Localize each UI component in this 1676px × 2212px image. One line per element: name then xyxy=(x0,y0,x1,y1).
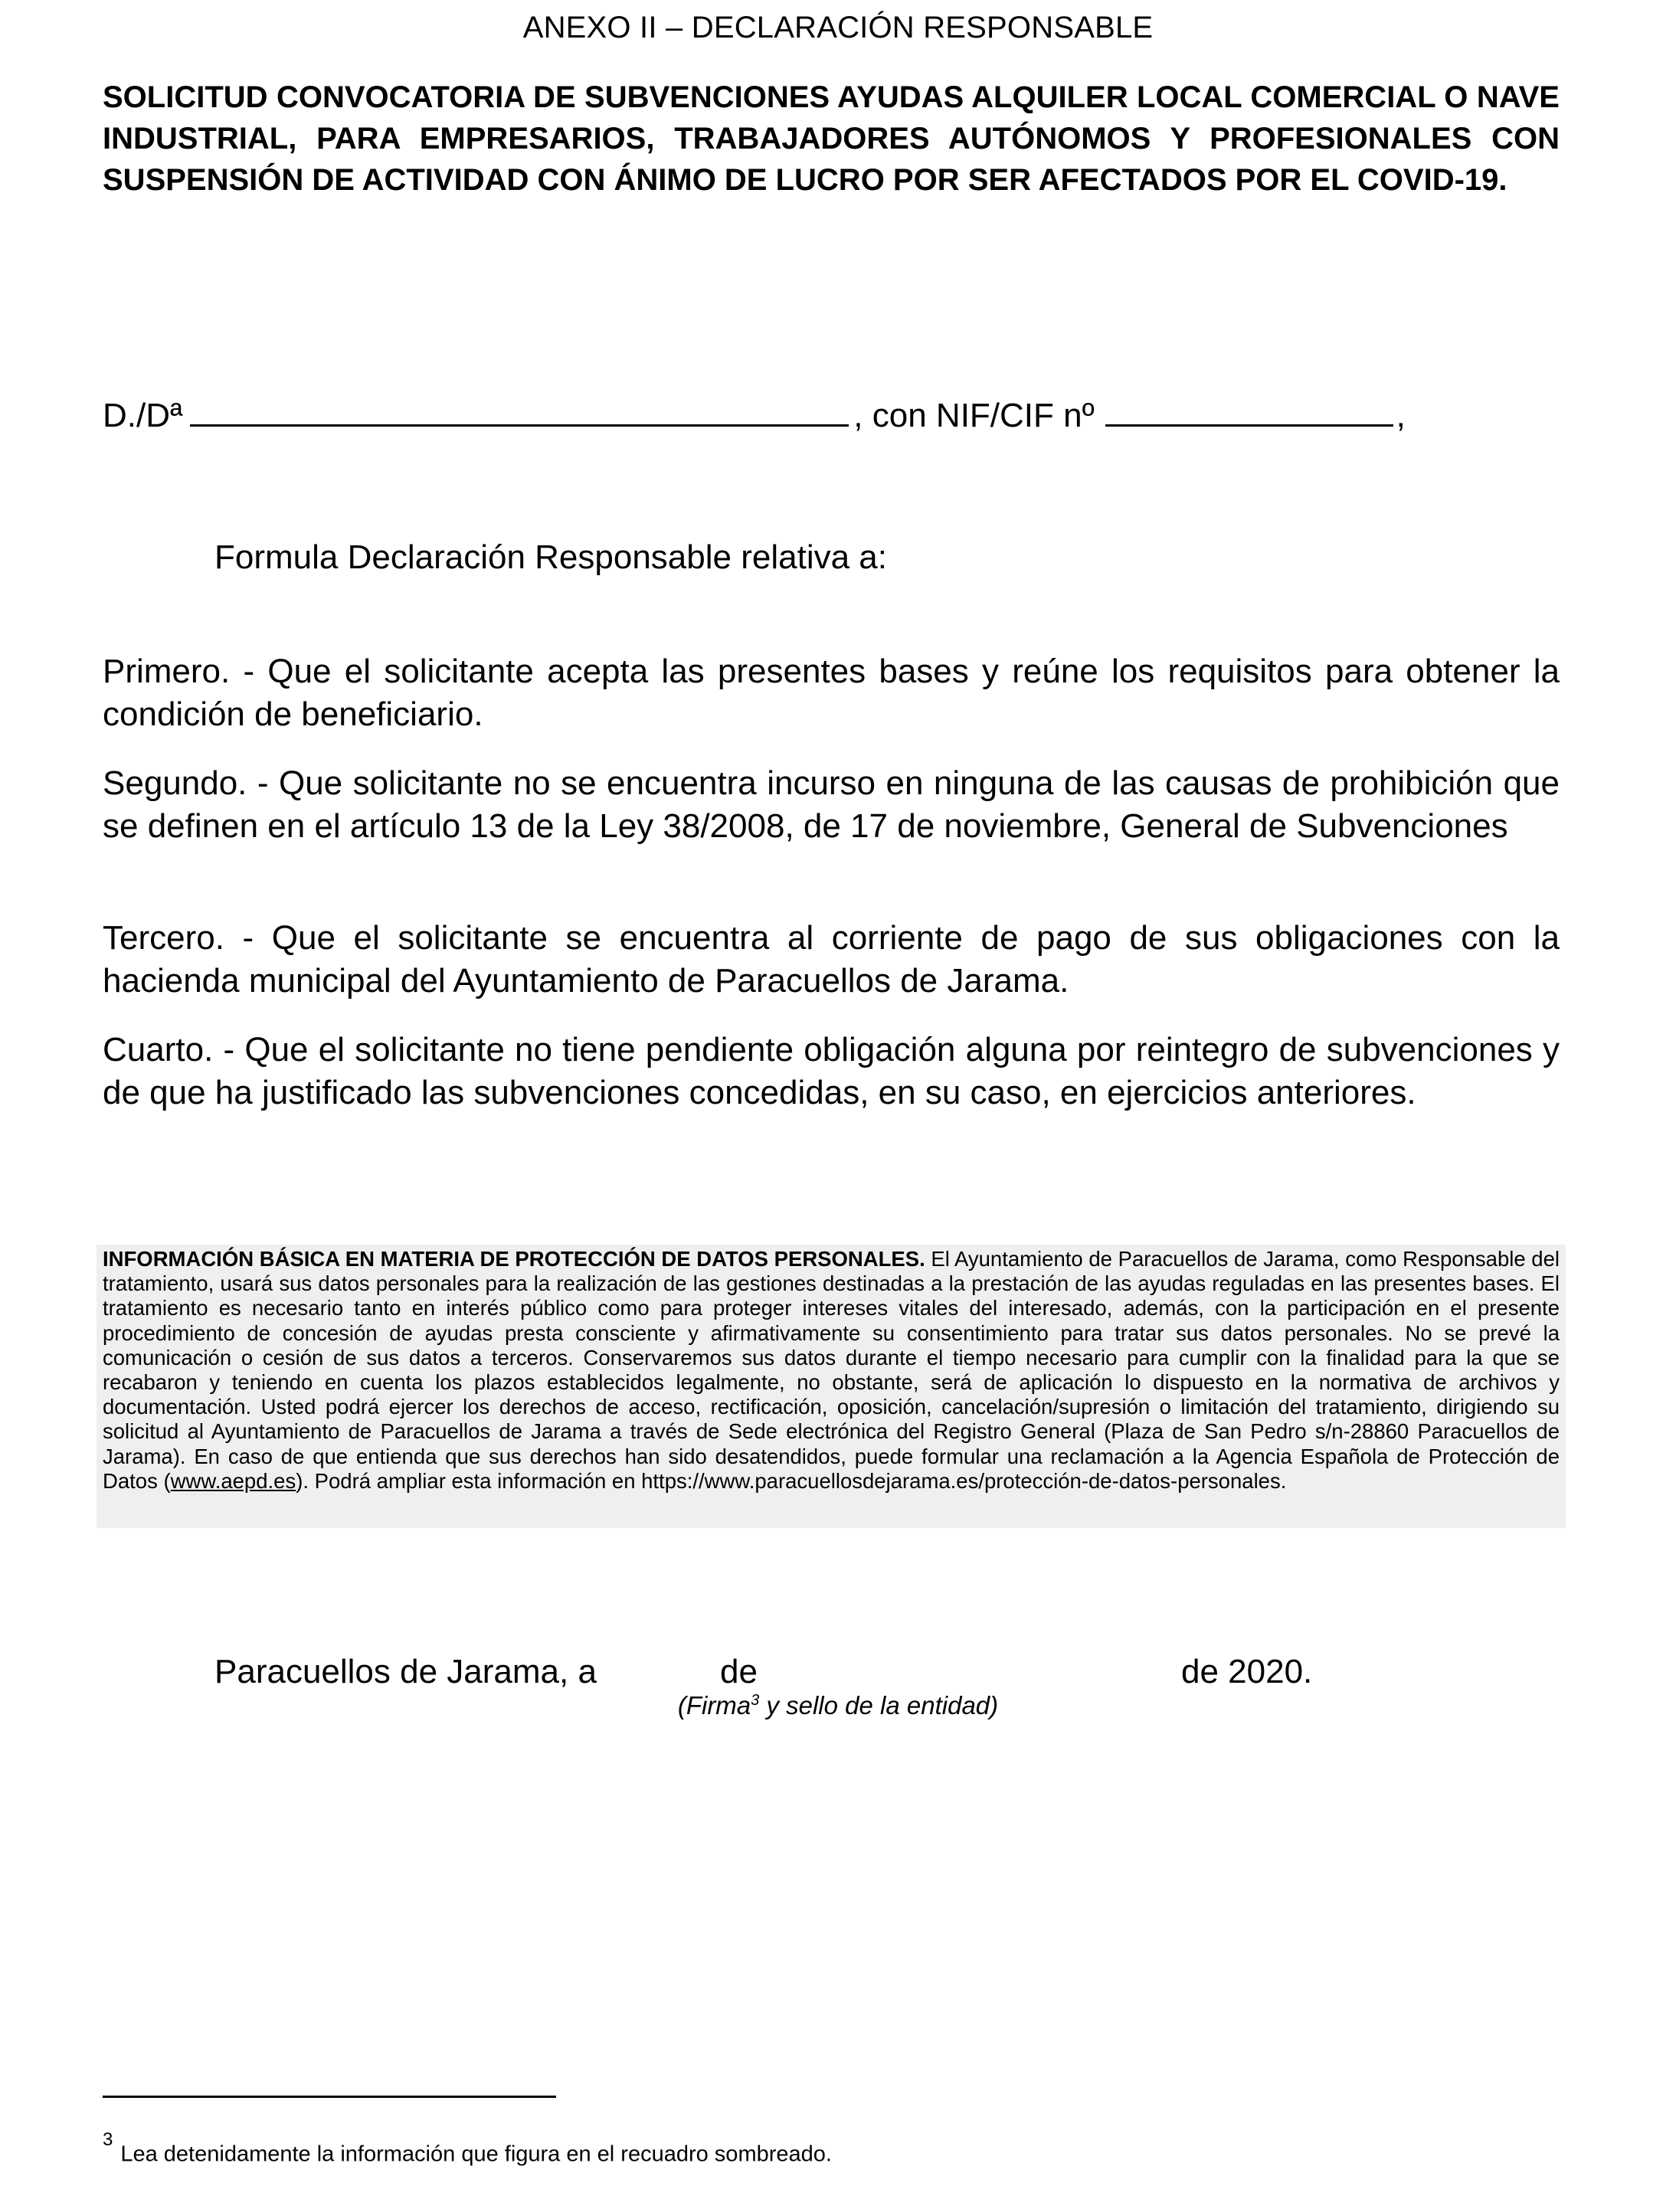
applicant-prefix: D./Dª xyxy=(103,397,183,434)
privacy-body-part1: El Ayuntamiento de Paracuellos de Jarama, como Responsable del tratamiento, usará sus datos personales para la realización de las gestiones destinadas a la prestación de las ayudas reguladas en las presentes bases. El tratamiento es necesario tanto en interés público como para proteger intereses vitales del interesado, además, con la participación en el presente procedimiento de concesión de ayudas presta consciente y afirmativamente su consentimiento para tratar sus datos personales. No se prevé la comunicación o cesión de sus datos a terceros. Conservaremos sus datos durante el tiempo necesario para cumplir con la finalidad para la que se recabaron y teniendo en cuenta los plazos establecidos legalmente, no obstante, será de aplicación lo dispuesto en la normativa de archivos y documentación. Usted podrá ejercer los derechos de acceso, rectificación, oposición, cancelación/supresión o limitación del tratamiento, dirigiendo su solicitud al Ayuntamiento de Paracuellos de Jarama a través de Sede electrónica del Registro General (Plaza de San Pedro s/n-28860 Paracuellos de Jarama). En caso de que entienda que sus derechos han sido desatendidos, puede formular una reclamación a la Agencia Española de Protección de Datos ( xyxy=(103,1247,1560,1493)
footnote-separator xyxy=(103,2096,556,2098)
date-year-label: de 2020. xyxy=(1181,1653,1313,1690)
nif-label: , con NIF/CIF nº xyxy=(853,397,1095,434)
nif-blank[interactable] xyxy=(1105,424,1393,427)
signature-note-open: ( xyxy=(677,1691,686,1720)
signature-note-footnote-ref: 3 xyxy=(751,1692,760,1709)
declaration-primero: Primero. - Que el solicitante acepta las presentes bases y reúne los requisitos para obtener la condición de beneficiario. xyxy=(103,653,1560,733)
formula-heading: Formula Declaración Responsable relativa a: xyxy=(214,538,887,576)
privacy-heading: INFORMACIÓN BÁSICA EN MATERIA DE PROTECCIÓN DE DATOS PERSONALES. xyxy=(103,1247,925,1271)
request-title: SOLICITUD CONVOCATORIA DE SUBVENCIONES AYUDAS ALQUILER LOCAL COMERCIAL O NAVE INDUSTRIAL, PARA EMPRESARIOS, TRABAJADORES AUTÓNOMOS Y PROFESIONALES CON SUSPENSIÓN DE ACTIVIDAD CON ÁNIMO DE LUCRO POR SER AFECTADOS POR EL COVID-19. xyxy=(103,80,1560,197)
privacy-body-part2: ). Podrá ampliar esta información en https://www.paracuellosdejarama.es/protección-de-datos-personales. xyxy=(296,1468,1287,1493)
annex-title: ANEXO II – DECLARACIÓN RESPONSABLE xyxy=(522,11,1154,44)
signature-note xyxy=(0,1691,1676,1720)
declaration-tercero: Tercero. - Que el solicitante se encuentra al corriente de pago de sus obligaciones con la hacienda municipal del Ayuntamiento de Paracuellos de Jarama. xyxy=(103,919,1560,1000)
applicant-name-blank[interactable] xyxy=(190,424,849,427)
footnote xyxy=(103,2129,832,2168)
aepd-link[interactable]: www.aepd.es xyxy=(170,1468,296,1493)
applicant-line xyxy=(103,397,1406,435)
signature-note-close: ) xyxy=(990,1691,999,1720)
signature-note-firma: Firma xyxy=(686,1691,751,1720)
date-de-label: de xyxy=(720,1653,758,1690)
applicant-suffix: , xyxy=(1396,397,1406,434)
footnote-text: Lea detenidamente la información que figura en el recuadro sombreado. xyxy=(120,2142,832,2167)
declaration-segundo: Segundo. - Que solicitante no se encuentra incurso en ninguna de las causas de prohibición que se definen en el artículo 13 de la Ley 38/2008, de 17 de noviembre, General de Subvenciones xyxy=(103,764,1560,845)
footnote-number: 3 xyxy=(103,2129,113,2150)
signature-note-rest: y sello de la entidad xyxy=(759,1691,990,1720)
place-label: Paracuellos de Jarama, a xyxy=(214,1653,597,1690)
declaration-cuarto: Cuarto. - Que el solicitante no tiene pendiente obligación alguna por reintegro de subvenciones y de que ha justificado las subvenciones concedidas, en su caso, en ejercicios anteriores. xyxy=(103,1031,1560,1111)
privacy-notice xyxy=(103,1247,1560,1494)
